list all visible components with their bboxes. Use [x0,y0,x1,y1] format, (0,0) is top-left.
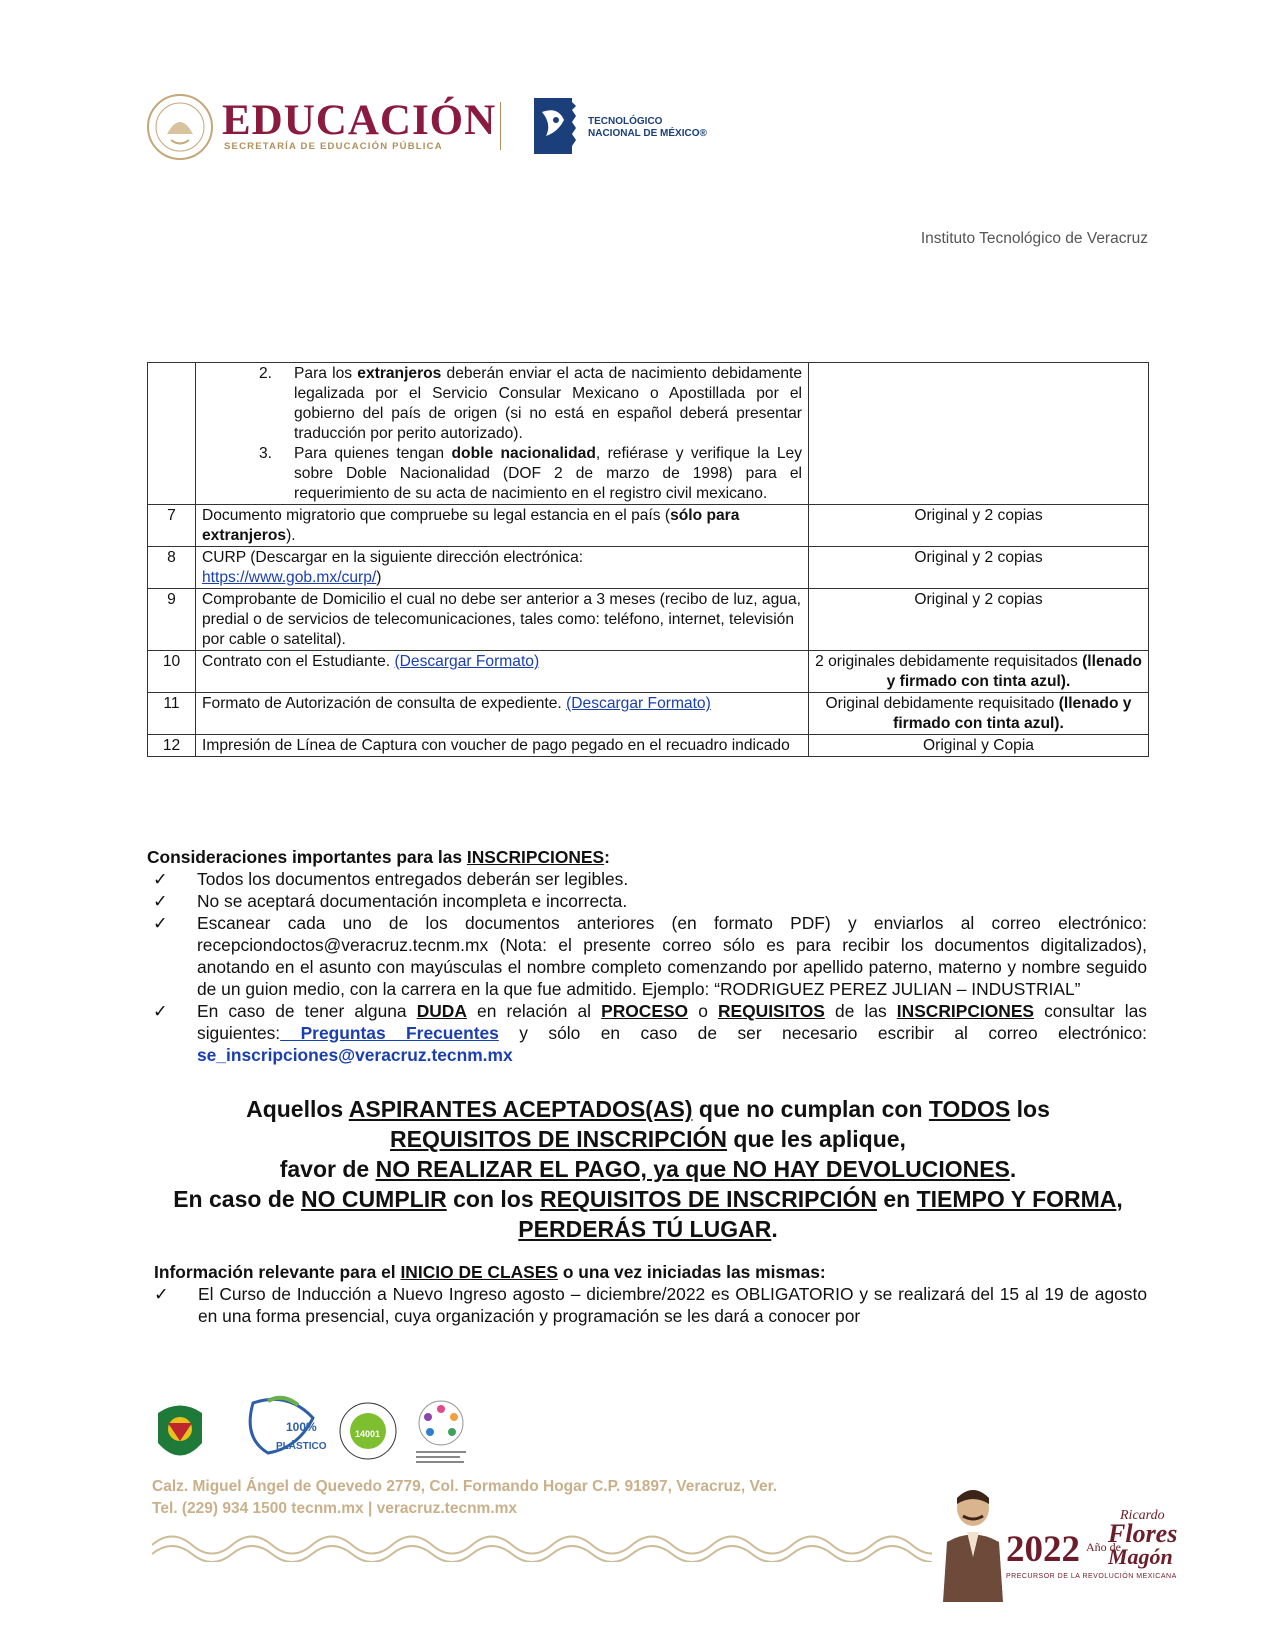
table-row [148,589,1149,651]
text: No se aceptará documentación incompleta e incorrecta. [197,891,628,911]
text-underlined: REQUISITOS DE INSCRIPCIÓN [390,1126,728,1152]
text-underlined: INICIO DE CLASES [400,1262,558,1282]
tecnm-logo-icon [530,92,576,160]
considerations-section [147,846,1147,1066]
warning-line [147,1094,1149,1124]
text: en [876,1186,917,1212]
equality-badge-icon [416,1401,466,1463]
row-number: 8 [148,547,196,589]
text: Aquellos [246,1096,349,1122]
precursor-text: PRECURSOR DE LA REVOLUCIÓN MEXICANA [1006,1573,1177,1580]
checkmark-icon: ✓ [154,1284,169,1304]
tecnm-line2: NACIONAL DE MÉXICO® [588,128,707,139]
row-number: 10 [148,651,196,693]
text: Consideraciones importantes para las [147,847,467,867]
row-description [196,651,809,693]
row-number: 9 [148,589,196,651]
magon-text: Magón [1108,1544,1173,1569]
footer-logos [148,1393,498,1473]
text-bold: DUDA [416,1001,467,1021]
list-item [154,1283,1147,1327]
text: , [1116,1186,1123,1212]
text: Información relevante para el [154,1262,401,1282]
text: En caso de [173,1186,302,1212]
row-description [196,505,809,547]
svg-text:14001: 14001 [355,1429,381,1439]
itv-shield-icon [158,1406,202,1456]
item-number: 3. [258,445,272,462]
list-item [147,868,1147,890]
text: ) [376,569,382,586]
mexican-coat-of-arms-icon [145,92,215,162]
text-underlined: REQUISITOS DE INSCRIPCIÓN [540,1186,877,1212]
institute-name: Instituto Tecnológico de Veracruz [920,230,1148,247]
year-2022: 2022 [1006,1529,1080,1570]
text-bold: doble nacionalidad [451,445,596,462]
year-subtitle: Año de [1086,1540,1121,1554]
sep-title: EDUCACIÓN [222,97,497,144]
row-quantity: Original y 2 copias [809,589,1149,651]
text: o una vez iniciadas las mismas: [557,1262,826,1282]
row-quantity [809,693,1149,735]
text: consultar las siguientes: [197,1001,1148,1043]
table-cell [196,363,809,505]
item-number: 2. [258,365,272,382]
text: Escanear cada uno de los documentos anteriores (en formato PDF) y enviarlos al correo electrónico: recepciondoctos@veracruz.tecnm.mx (Nota: el presente correo sólo es para recibir los documentos digitalizados), anotando en el asunto con mayúsculas el nombre completo comenzando por apellido paterno, materno y nombre seguido de un guion medio, con la carrera en la que fue admitido. Ejemplo: “RODRIGUEZ PEREZ JULIAN – INDUSTRIAL” [197,913,1147,999]
download-contract-link[interactable]: (Descargar Formato) [394,653,540,670]
text-underlined: ASPIRANTES ACEPTADOS(AS) [348,1096,693,1122]
table-row [148,505,1149,547]
text: que les aplique, [727,1126,906,1152]
ricardo-text: Ricardo [1120,1508,1165,1523]
text: de las [824,1001,897,1021]
text: Para quienes tengan [294,445,452,462]
text-underlined: TIEMPO Y FORMA [916,1186,1117,1212]
text: . [1009,1156,1017,1182]
text-bold: sólo para extranjeros [202,507,740,544]
text-underlined: PERDERÁS TÚ LUGAR [518,1216,772,1242]
download-authorization-link[interactable]: (Descargar Formato) [566,695,711,712]
table-cell [148,363,196,505]
flores-magon-portrait-icon [935,1482,1005,1602]
text-bold: (llenado y firmado con tinta azul). [886,653,1142,690]
text: o [688,1001,718,1021]
text: Para los [294,365,358,382]
table-row [148,693,1149,735]
requirements-table [147,362,1149,757]
text: Formato de Autorización de consulta de expediente. [202,695,567,712]
text-underlined: INSCRIPCIONES [466,847,605,867]
row-number: 11 [148,693,196,735]
tecnm-line1: TECNOLÓGICO [588,116,663,127]
row-number: 7 [148,505,196,547]
text: los [1010,1096,1050,1122]
sep-subtitle: SECRETARÍA DE EDUCACIÓN PÚBLICA [224,141,443,152]
row-number: 12 [148,735,196,757]
text-underlined: NO REALIZAR EL PAGO, ya que NO HAY DEVOLUCIONES [375,1156,1010,1182]
row-quantity: Original y 2 copias [809,505,1149,547]
list-item [202,364,802,444]
text-bold: REQUISITOS [717,1001,825,1021]
checkmark-icon: ✓ [153,1001,168,1021]
checkmark-icon: ✓ [153,913,168,933]
curp-link[interactable]: https://www.gob.mx/curp/ [202,569,377,586]
footer-address: Calz. Miguel Ángel de Quevedo 2779, Col. Formando Hogar C.P. 91897, Veracruz, Ver. [152,1478,778,1495]
row-description [196,547,809,589]
warning-line [147,1124,1149,1154]
svg-text:PLÁSTICO: PLÁSTICO [276,1441,327,1452]
footer-contact: Tel. (229) 934 1500 tecnm.mx | veracruz.tecnm.mx [152,1500,518,1517]
text: Original debidamente requisitado [825,695,1059,712]
text: Todos los documentos entregados deberán ser legibles. [197,869,629,889]
text: en relación al [466,1001,602,1021]
text: con los [446,1186,541,1212]
text-bold: extranjeros [357,365,442,382]
text: que no cumplan con [692,1096,929,1122]
checkmark-icon: ✓ [153,869,168,889]
text-bold: INSCRIPCIONES [896,1001,1035,1021]
table-row [148,735,1149,757]
plastic-free-badge-icon [250,1398,327,1453]
tecnm-name [588,116,707,140]
warning-line [147,1184,1149,1244]
text-underlined: TODOS [928,1096,1011,1122]
considerations-heading [147,846,1147,868]
header-divider [500,102,501,150]
warning-line [147,1154,1149,1184]
list-item [147,912,1147,1000]
table-row [148,547,1149,589]
text-bold: (llenado y firmado con tinta azul). [893,695,1132,732]
decorative-pattern [152,1528,932,1562]
classes-heading [154,1261,1147,1283]
row-description [196,693,809,735]
row-description: Comprobante de Domicilio el cual no debe ser anterior a 3 meses (recibo de luz, agua, predial o de servicios de telecomunicaciones, tales como: teléfono, internet, televisión por cable o satelital). [196,589,809,651]
table-row [148,651,1149,693]
svg-text:100%: 100% [286,1420,317,1434]
text: Contrato con el Estudiante. [202,653,395,670]
list-item [202,444,802,504]
table-cell [809,363,1149,505]
text: y sólo en caso de ser necesario escribir al correo electrónico: [498,1023,1147,1043]
text: ). [286,527,296,544]
text: deberán enviar el acta de nacimiento debidamente legalizada por el Servicio Consular Mexicano o Apostillada por el gobierno del país de origen (si no está en español deberá presentar traducción por perito autorizado). [294,365,802,442]
row-quantity: Original y Copia [809,735,1149,757]
text-underlined: NO CUMPLIR [301,1186,447,1212]
text: : [604,847,610,867]
checkmark-icon: ✓ [153,891,168,911]
text: El Curso de Inducción a Nuevo Ingreso agosto – diciembre/2022 es OBLIGATORIO y se realizará del 15 al 19 de agosto en una forma presencial, cuya organización y programación se les dará a conocer por [198,1284,1147,1326]
text: . [771,1216,778,1242]
warning-block [147,1094,1149,1244]
text: CURP (Descargar en la siguiente dirección electrónica: [202,549,584,566]
classes-section [154,1261,1147,1327]
text: , refiérase y verifique la Ley sobre Doble Nacionalidad (DOF 2 de marzo de 1998) para el requerimiento de su acta de nacimiento en el registro civil mexicano. [294,445,802,502]
text: favor de [279,1156,376,1182]
flores-text: Flores [1108,1519,1178,1548]
table-row [148,363,1149,505]
text: En caso de tener alguna [197,1001,417,1021]
row-quantity [809,651,1149,693]
text: Documento migratorio que compruebe su legal estancia en el país ( [202,507,671,524]
list-item [147,890,1147,912]
faq-link[interactable]: Preguntas Frecuentes [280,1023,499,1043]
list-item [147,1000,1147,1066]
text-bold: PROCESO [601,1001,689,1021]
row-description: Impresión de Línea de Captura con voucher de pago pegado en el recuadro indicado [196,735,809,757]
text: 2 originales debidamente requisitados [815,653,1083,670]
email-link[interactable]: se_inscripciones@veracruz.tecnm.mx [197,1045,513,1065]
row-quantity: Original y 2 copias [809,547,1149,589]
iso-14001-badge-icon [340,1403,396,1459]
